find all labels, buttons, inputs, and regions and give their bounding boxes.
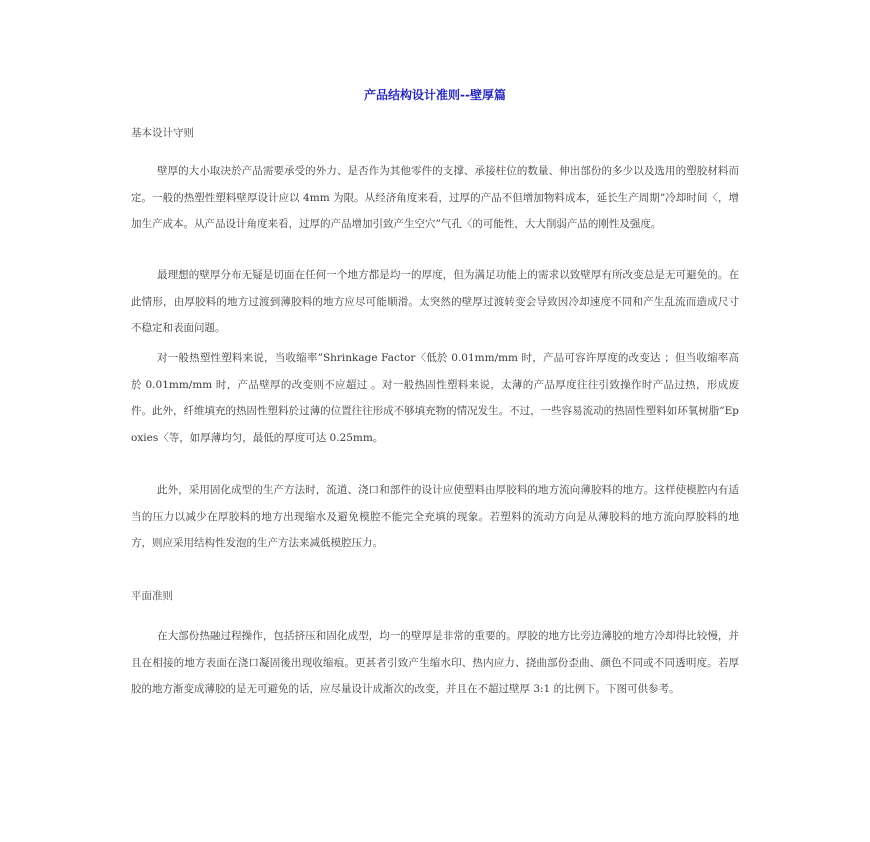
section-heading-basic: 基本设计守则 <box>131 127 194 139</box>
paragraph-uniform-thickness: 在大部份热融过程操作，包括挤压和固化成型，均一的壁厚是非常的重要的。厚胶的地方比旁边薄胶的地方冷却得比较慢，并且在相接的地方表面在浇口凝固後出现收缩痕。更甚者引致产生缩水印、热内应力、挠曲部份歪曲、颜色不同或不同透明度。若厚胶的地方渐变成薄胶的是无可避免的话，应尽量设计成渐次的改变，并且在不超过壁厚 3:1 的比例下。下图可供参考。 <box>131 630 739 695</box>
paragraph-ideal-thickness: 最理想的壁厚分布无疑是切面在任何一个地方都是均一的厚度，但为满足功能上的需求以致壁厚有所改变总是无可避免的。在此情形，由厚胶料的地方过渡到薄胶料的地方应尽可能顺滑。太突然的壁厚过渡转变会导致因冷却速度不同和产生乱流而造成尺寸不稳定和表面问题。 <box>131 269 739 334</box>
document-title: 产品结构设计准则--壁厚篇 <box>364 88 506 102</box>
section-heading-plane: 平面准则 <box>131 590 173 602</box>
paragraph-shrinkage: 对一般热塑性塑料来说，当收缩率”Shrinkage Factor〈低於 0.01mm/mm 时，产品可容许厚度的改变达 ；但当收缩率高於 0.01mm/mm 时，产品壁厚的改变则不应超过 。对一般热固性塑料来说，太薄的产品厚度往往引致操作时产品过热，形成废件。此外，纤维填充的热固性塑料於过薄的位置往往形成不够填充物的情况发生。不过，一些容易流动的热固性塑料如环氧树脂”Epoxies〈等，如厚薄均匀，最低的厚度可达 0.25mm。 <box>131 352 739 444</box>
paragraph-wall-thickness-factors: 壁厚的大小取决於产品需要承受的外力、是否作为其他零件的支撑、承接柱位的数量、伸出部份的多少以及选用的塑胶材料而定。一般的热塑性塑料壁厚设计应以 4mm 为限。从经济角度来看，过厚的产品不但增加物料成本，延长生产周期”冷却时间〈，增加生产成本。从产品设计角度来看，过厚的产品增加引致产生空穴”气孔〈的可能性，大大削弱产品的刚性及强度。 <box>131 165 739 230</box>
paragraph-flow-direction: 此外，采用固化成型的生产方法时，流道、浇口和部件的设计应使塑料由厚胶料的地方流向薄胶料的地方。这样使模腔内有适当的压力以减少在厚胶料的地方出现缩水及避免模腔不能完全充填的现象。若塑料的流动方向是从薄胶料的地方流向厚胶料的地方，则应采用结构性发泡的生产方法来减低模腔压力。 <box>131 484 739 549</box>
